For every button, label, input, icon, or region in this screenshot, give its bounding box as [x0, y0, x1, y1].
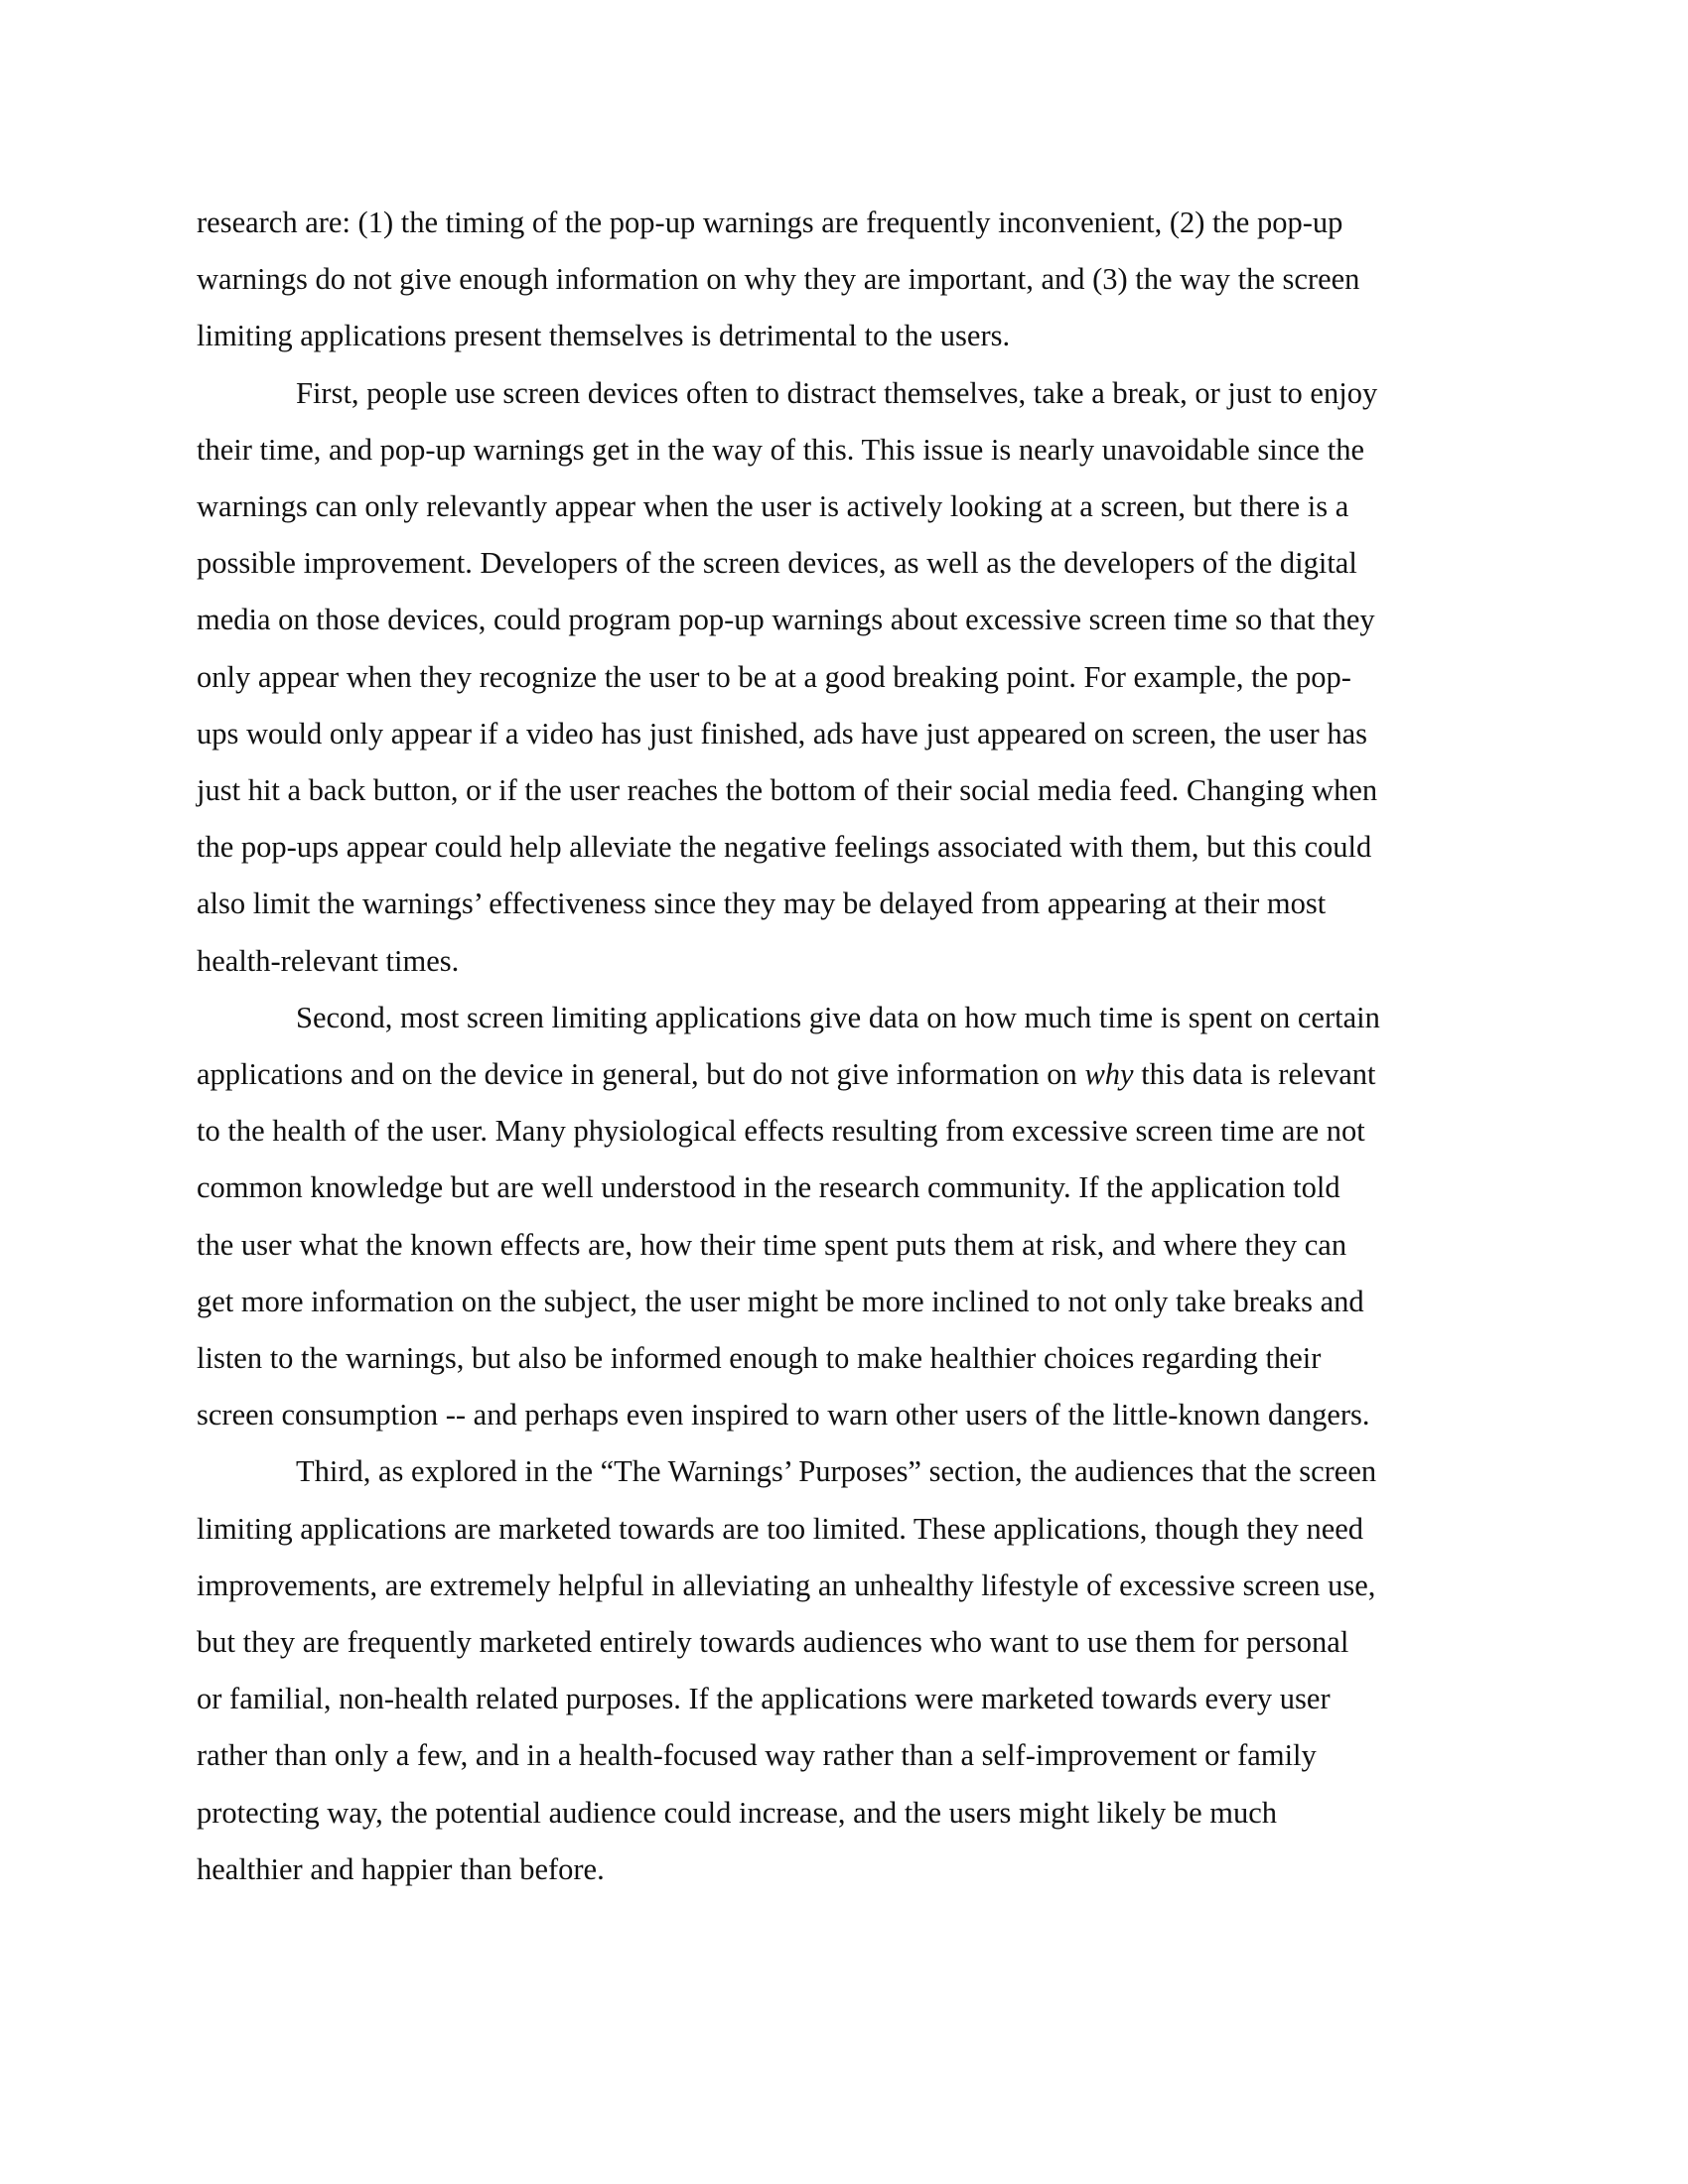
text-line: warnings can only relevantly appear when the user is actively looking at a screen, but there is a — [197, 489, 1349, 524]
paragraph-4 — [197, 1443, 1497, 1898]
emphasis-text: why — [1084, 1057, 1134, 1092]
text-line: but they are frequently marketed entirely towards audiences who want to use them for personal — [197, 1625, 1349, 1660]
document-body — [197, 195, 1497, 1898]
text-line: improvements, are extremely helpful in alleviating an unhealthy lifestyle of excessive screen use, — [197, 1568, 1376, 1602]
text-line: to the health of the user. Many physiological effects resulting from excessive screen time are not — [197, 1114, 1365, 1149]
text-line: common knowledge but are well understood in the research community. If the application told — [197, 1170, 1340, 1205]
text-line: protecting way, the potential audience could increase, and the users might likely be much — [197, 1795, 1278, 1830]
paragraph-2 — [197, 365, 1497, 990]
text-line: the user what the known effects are, how their time spent puts them at risk, and where they can — [197, 1227, 1347, 1262]
text-line: or familial, non-health related purposes. If the applications were marketed towards every user — [197, 1682, 1331, 1716]
text-line: health-relevant times. — [197, 943, 460, 978]
text-segment: this data is relevant — [1133, 1057, 1376, 1092]
text-line — [197, 1046, 1497, 1103]
text-line: also limit the warnings’ effectiveness since they may be delayed from appearing at their most — [197, 887, 1327, 921]
text-line: just hit a back button, or if the user reaches the bottom of their social media feed. Changing when — [197, 773, 1378, 808]
text-line: the pop-ups appear could help alleviate the negative feelings associated with them, but this could — [197, 830, 1372, 865]
paragraph-3 — [197, 990, 1497, 1444]
text-line: possible improvement. Developers of the screen devices, as well as the developers of the digital — [197, 546, 1357, 581]
text-line: limiting applications are marketed towards are too limited. These applications, though they need — [197, 1511, 1364, 1546]
text-segment: applications and on the device in general, but do not give information on — [197, 1057, 1085, 1092]
text-line: their time, and pop-up warnings get in the way of this. This issue is nearly unavoidable since the — [197, 432, 1364, 467]
text-line: rather than only a few, and in a health-focused way rather than a self-improvement or family — [197, 1738, 1317, 1773]
paragraph-1 — [197, 195, 1497, 365]
text-line: listen to the warnings, but also be informed enough to make healthier choices regarding their — [197, 1341, 1322, 1376]
text-line: healthier and happier than before. — [197, 1851, 605, 1886]
text-line: research are: (1) the timing of the pop-up warnings are frequently inconvenient, (2) the pop-up — [197, 205, 1343, 239]
text-line: Second, most screen limiting applications give data on how much time is spent on certain — [296, 1000, 1380, 1034]
text-line: Third, as explored in the “The Warnings’ Purposes” section, the audiences that the screen — [296, 1454, 1377, 1489]
text-line: media on those devices, could program pop-up warnings about excessive screen time so that they — [197, 603, 1375, 637]
text-line: limiting applications present themselves is detrimental to the users. — [197, 319, 1011, 353]
text-line: only appear when they recognize the user to be at a good breaking point. For example, the pop- — [197, 659, 1351, 694]
text-line: ups would only appear if a video has just finished, ads have just appeared on screen, the user has — [197, 716, 1368, 751]
text-line: screen consumption -- and perhaps even inspired to warn other users of the little-known dangers. — [197, 1398, 1370, 1433]
text-line: First, people use screen devices often to distract themselves, take a break, or just to enjoy — [296, 375, 1378, 410]
text-line: warnings do not give enough information on why they are important, and (3) the way the screen — [197, 262, 1360, 297]
text-line: get more information on the subject, the user might be more inclined to not only take breaks and — [197, 1284, 1364, 1318]
